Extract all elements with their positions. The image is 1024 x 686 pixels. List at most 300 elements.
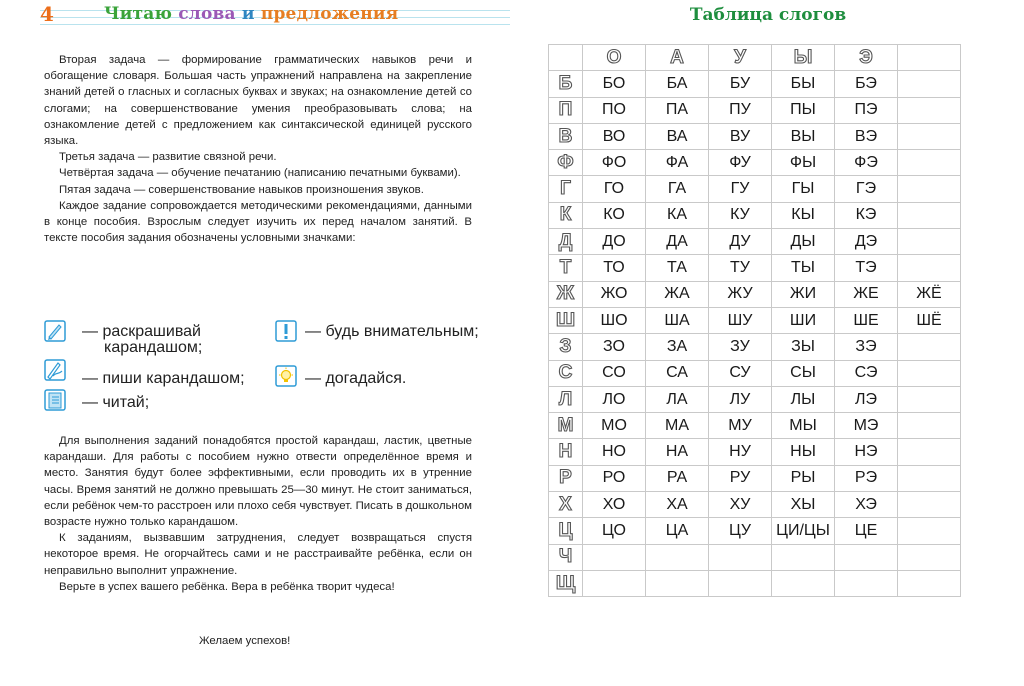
syllable-cell xyxy=(898,150,961,176)
syllable-cell-text: СА xyxy=(666,364,688,382)
table-row xyxy=(549,413,961,439)
syllable-cell-text: ХЫ xyxy=(790,495,816,513)
syllable-cell-text: НЫ xyxy=(790,443,816,461)
syllable-cell-text: ША xyxy=(664,311,690,329)
closing-wish: Желаем успехов! xyxy=(199,635,291,647)
lightbulb-guess-icon xyxy=(275,365,297,387)
syllable-cell-text: ВЭ xyxy=(854,127,878,145)
syllable-cell-text: ЛЭ xyxy=(855,390,877,408)
legend-label: — будь внимательным; xyxy=(305,323,479,340)
vowel-header-cell xyxy=(646,45,709,71)
syllable-cell xyxy=(898,202,961,228)
syllable-cell-text: ЛО xyxy=(602,390,626,408)
syllable-cell xyxy=(898,465,961,491)
syllable-cell xyxy=(583,71,646,97)
header-title xyxy=(104,4,398,24)
syllable-cell-text: БЫ xyxy=(790,74,816,92)
syllable-cell-text: ЗЭ xyxy=(855,337,877,355)
syllable-cell xyxy=(646,544,709,570)
syllable-cell xyxy=(772,255,835,281)
corner-cell xyxy=(549,45,583,71)
syllable-cell xyxy=(709,202,772,228)
syllable-cell-text: ДЭ xyxy=(854,232,878,250)
syllable-cell xyxy=(772,439,835,465)
paragraph: К заданиям, вызвавшим затруднения, следует возвращаться спустя некоторое время. Не огорчайтесь сами и не расстраивайте ребёнка, если он неправильно выполнит упражнение. xyxy=(44,532,472,577)
syllable-cell-text: РЭ xyxy=(854,469,878,487)
book-reading-icon xyxy=(44,389,66,411)
syllable-cell xyxy=(646,307,709,333)
legend-label: — догадайся. xyxy=(305,370,407,387)
header-title-word: слова xyxy=(178,4,236,24)
syllable-cell-text: ЖУ xyxy=(727,285,753,303)
paragraph: Верьте в успех вашего ребёнка. Вера в ребёнка творит чудеса! xyxy=(59,580,395,593)
vowel-header-cell-text: А xyxy=(670,46,684,68)
syllable-cell xyxy=(709,97,772,123)
syllable-cell xyxy=(772,413,835,439)
consonant-cell xyxy=(549,544,583,570)
syllable-cell xyxy=(772,150,835,176)
paragraph: Четвёртая задача — обучение печатанию (написанию печатными буквами). xyxy=(59,167,461,180)
syllable-cell xyxy=(646,202,709,228)
consonant-cell xyxy=(549,439,583,465)
syllable-cell xyxy=(835,518,898,544)
table-row xyxy=(549,281,961,307)
syllable-cell xyxy=(835,413,898,439)
table-row xyxy=(549,544,961,570)
consonant-cell-text: Н xyxy=(558,441,573,463)
main-text-block xyxy=(44,433,472,595)
syllable-cell xyxy=(772,123,835,149)
consonant-cell-text: Ч xyxy=(558,546,573,568)
syllable-cell-text: КУ xyxy=(730,206,750,224)
syllable-cell xyxy=(583,570,646,596)
syllable-cell xyxy=(898,413,961,439)
paragraph: Пятая задача — совершенствование навыков произношения звуков. xyxy=(59,183,424,196)
syllable-cell xyxy=(835,150,898,176)
table-row xyxy=(549,176,961,202)
syllable-cell xyxy=(646,150,709,176)
syllable-cell xyxy=(772,176,835,202)
syllable-cell xyxy=(646,570,709,596)
syllable-cell-text: ШИ xyxy=(789,311,817,329)
syllable-cell-text: РО xyxy=(602,469,626,487)
syllable-cell-text: ЛЫ xyxy=(790,390,816,408)
syllable-cell xyxy=(646,255,709,281)
syllable-cell xyxy=(583,334,646,360)
syllable-cell xyxy=(772,465,835,491)
syllable-cell xyxy=(583,255,646,281)
syllable-cell-text: ЦЕ xyxy=(854,521,878,539)
syllable-cell-text: ГЫ xyxy=(791,180,815,198)
consonant-cell xyxy=(549,413,583,439)
syllable-cell xyxy=(709,518,772,544)
syllable-cell xyxy=(898,570,961,596)
consonant-cell xyxy=(549,229,583,255)
syllable-cell xyxy=(772,202,835,228)
syllable-cell xyxy=(646,281,709,307)
syllable-cell xyxy=(835,307,898,333)
syllable-cell xyxy=(772,492,835,518)
syllable-cell xyxy=(898,544,961,570)
paragraph: Для выполнения заданий понадобятся простой карандаш, ластик, цветные карандаши. Для работы с пособием нужно отвести определённое время и место. Занятия будут более эффективными, если проводить их в утренние часы. Время занятий не должно превышать 25—30 минут. Не стоит заниматься, если ребёнок чем-то расстроен или плохо себя чувствует. Писать в дошкольном возрасте нужно только карандашом. xyxy=(44,435,472,529)
syllable-cell xyxy=(583,307,646,333)
syllable-cell-text: МА xyxy=(665,416,689,434)
syllable-cell xyxy=(835,544,898,570)
consonant-cell xyxy=(549,150,583,176)
right-page xyxy=(512,0,1024,686)
vowel-header-cell xyxy=(835,45,898,71)
table-row xyxy=(549,334,961,360)
syllable-cell-text: СУ xyxy=(729,364,751,382)
table-row xyxy=(549,202,961,228)
syllable-cell xyxy=(835,570,898,596)
syllable-cell-text: ЖО xyxy=(600,285,628,303)
pencil-coloring-icon xyxy=(44,320,66,342)
consonant-cell xyxy=(549,334,583,360)
syllable-cell-text: ГУ xyxy=(730,180,750,198)
syllable-cell-text: ТА xyxy=(667,259,687,277)
syllable-cell xyxy=(898,97,961,123)
syllable-cell xyxy=(772,307,835,333)
vowel-header-cell-text: У xyxy=(734,46,746,68)
syllable-cell xyxy=(898,176,961,202)
vowel-header-cell-text: Ы xyxy=(793,46,813,68)
table-row xyxy=(549,123,961,149)
syllable-cell xyxy=(583,465,646,491)
vowel-header-cell-text: Э xyxy=(859,46,873,68)
syllable-cell xyxy=(583,360,646,386)
consonant-cell xyxy=(549,386,583,412)
vowel-header-cell xyxy=(898,45,961,71)
consonant-cell xyxy=(549,307,583,333)
syllable-cell xyxy=(709,71,772,97)
syllable-cell xyxy=(898,386,961,412)
syllable-cell xyxy=(709,570,772,596)
syllable-cell xyxy=(646,123,709,149)
syllable-cell xyxy=(709,255,772,281)
consonant-cell-text: Г xyxy=(560,178,571,200)
consonant-cell-text: Т xyxy=(559,257,572,279)
syllable-cell xyxy=(709,386,772,412)
syllable-cell xyxy=(835,360,898,386)
syllable-cell xyxy=(709,334,772,360)
syllable-cell-text: ФУ xyxy=(729,153,751,171)
syllable-cell xyxy=(583,413,646,439)
consonant-cell-text: Л xyxy=(558,388,573,410)
consonant-cell-text: З xyxy=(559,335,572,357)
table-row xyxy=(549,71,961,97)
syllable-cell-text: ТО xyxy=(603,259,625,277)
vowel-header-cell xyxy=(772,45,835,71)
syllable-cell-text: ЦА xyxy=(665,521,689,539)
consonant-cell-text: Щ xyxy=(555,572,576,594)
syllable-cell-text: ПУ xyxy=(729,101,751,119)
consonant-cell-text: П xyxy=(558,99,573,121)
syllable-cell xyxy=(835,202,898,228)
consonant-cell-text: Р xyxy=(559,467,572,489)
syllable-cell-text: МО xyxy=(601,416,627,434)
syllable-cell xyxy=(709,176,772,202)
syllable-cell xyxy=(583,176,646,202)
syllable-cell-text: ТУ xyxy=(730,259,750,277)
syllable-cell-text: БА xyxy=(666,74,688,92)
syllable-cell-text: ПЫ xyxy=(790,101,816,119)
syllable-cell-text: КО xyxy=(603,206,625,224)
syllable-cell-text: ЦУ xyxy=(729,521,751,539)
syllable-cell-text: МЭ xyxy=(853,416,879,434)
syllable-cell-text: ПЭ xyxy=(854,101,878,119)
syllable-cell xyxy=(835,97,898,123)
consonant-cell xyxy=(549,570,583,596)
syllable-cell xyxy=(583,492,646,518)
syllable-cell xyxy=(709,413,772,439)
syllable-cell-text: ДУ xyxy=(729,232,751,250)
syllable-cell-text: ЗА xyxy=(666,337,688,355)
legend-label: — читай; xyxy=(82,394,150,411)
syllable-cell-text: ЗЫ xyxy=(791,337,815,355)
syllable-cell-text: КЭ xyxy=(855,206,877,224)
syllable-cell-text: БУ xyxy=(729,74,751,92)
syllable-cell xyxy=(583,150,646,176)
syllable-cell xyxy=(709,492,772,518)
syllable-cell-text: ДО xyxy=(602,232,626,250)
syllable-cell xyxy=(583,202,646,228)
pencil-writing-icon xyxy=(44,359,66,381)
vowel-header-cell xyxy=(709,45,772,71)
consonant-cell-text: Ц xyxy=(558,519,573,541)
consonant-cell xyxy=(549,176,583,202)
syllable-cell-text: ХЭ xyxy=(855,495,877,513)
syllable-cell-text: ЛУ xyxy=(729,390,751,408)
table-row xyxy=(549,465,961,491)
consonant-cell xyxy=(549,71,583,97)
syllable-cell xyxy=(583,439,646,465)
syllable-cell xyxy=(898,255,961,281)
syllable-cell-text: СЫ xyxy=(790,364,816,382)
syllable-cell-text: ФЫ xyxy=(789,153,817,171)
table-row xyxy=(549,255,961,281)
syllable-cell xyxy=(646,334,709,360)
syllable-cell xyxy=(709,229,772,255)
vowel-header-row xyxy=(549,45,961,71)
syllable-cell xyxy=(583,229,646,255)
syllable-cell xyxy=(583,123,646,149)
syllable-cell xyxy=(709,123,772,149)
consonant-cell-text: Х xyxy=(559,493,572,515)
syllable-table-body xyxy=(549,45,961,597)
consonant-cell xyxy=(549,281,583,307)
syllable-cell xyxy=(709,307,772,333)
syllable-cell-text: БЭ xyxy=(855,74,877,92)
syllable-cell-text: ХУ xyxy=(729,495,751,513)
syllable-cell-text: ФЭ xyxy=(854,153,878,171)
syllable-table-title: Таблица слогов xyxy=(689,5,847,25)
syllable-cell-text: РЫ xyxy=(790,469,816,487)
syllable-cell xyxy=(835,71,898,97)
syllable-cell-text: НО xyxy=(602,443,626,461)
syllable-cell xyxy=(709,281,772,307)
consonant-cell-text: Ш xyxy=(555,309,576,331)
syllable-cell-text: РУ xyxy=(729,469,751,487)
exclamation-attention-icon xyxy=(275,320,297,342)
table-row xyxy=(549,360,961,386)
syllable-cell-text: ШУ xyxy=(727,311,753,329)
syllable-cell-text: ХА xyxy=(666,495,688,513)
syllable-cell-text: ЗУ xyxy=(730,337,750,355)
consonant-cell-text: С xyxy=(558,362,573,384)
syllable-cell xyxy=(898,71,961,97)
syllable-cell-text: ГЭ xyxy=(855,180,877,198)
syllable-cell-text: ЖЕ xyxy=(853,285,879,303)
syllable-cell xyxy=(646,176,709,202)
syllable-cell xyxy=(772,570,835,596)
syllable-cell-text: НУ xyxy=(729,443,751,461)
syllable-cell xyxy=(646,97,709,123)
consonant-cell xyxy=(549,518,583,544)
table-row xyxy=(549,492,961,518)
consonant-cell-text: В xyxy=(558,125,573,147)
consonant-cell xyxy=(549,123,583,149)
syllable-cell-text: ВО xyxy=(602,127,626,145)
syllable-cell xyxy=(835,123,898,149)
syllable-cell xyxy=(835,439,898,465)
legend-label: карандашом; xyxy=(104,339,203,356)
syllable-cell-text: КЫ xyxy=(791,206,815,224)
syllable-cell-text: НЭ xyxy=(854,443,878,461)
header-title-word: Читаю xyxy=(104,4,173,24)
syllable-cell xyxy=(772,71,835,97)
syllable-cell-text: ШО xyxy=(600,311,628,329)
vowel-header-cell-text: О xyxy=(606,46,622,68)
syllable-cell xyxy=(709,150,772,176)
syllable-cell-text: ДЫ xyxy=(790,232,816,250)
syllable-cell xyxy=(709,360,772,386)
syllable-cell-text: БО xyxy=(602,74,626,92)
syllable-cell xyxy=(646,413,709,439)
syllable-cell xyxy=(583,544,646,570)
syllable-cell xyxy=(898,281,961,307)
intro-text-block xyxy=(44,52,472,246)
syllable-cell-text: ЖА xyxy=(664,285,690,303)
syllable-cell-text: ХО xyxy=(602,495,626,513)
syllable-cell xyxy=(898,123,961,149)
syllable-cell xyxy=(835,281,898,307)
syllable-cell-text: КА xyxy=(667,206,687,224)
syllable-cell xyxy=(646,386,709,412)
table-row xyxy=(549,570,961,596)
header-title-word: предложения xyxy=(260,4,399,24)
vowel-header-cell xyxy=(583,45,646,71)
paragraph: Третья задача — развитие связной речи. xyxy=(59,151,277,164)
syllable-cell xyxy=(772,518,835,544)
syllable-cell xyxy=(898,518,961,544)
syllable-cell xyxy=(898,439,961,465)
syllable-cell xyxy=(646,229,709,255)
syllable-table xyxy=(548,44,961,597)
syllable-cell-text: РА xyxy=(666,469,688,487)
table-row xyxy=(549,439,961,465)
consonant-cell-text: М xyxy=(557,414,574,436)
syllable-cell-text: ШЁ xyxy=(916,311,942,329)
syllable-cell-text: ФА xyxy=(665,153,689,171)
syllable-cell xyxy=(835,334,898,360)
syllable-cell xyxy=(646,492,709,518)
syllable-cell-text: ЦО xyxy=(602,521,626,539)
table-row xyxy=(549,150,961,176)
header-title-word: и xyxy=(241,4,255,24)
syllable-cell-text: ДА xyxy=(666,232,688,250)
syllable-cell-text: ФО xyxy=(601,153,627,171)
syllable-cell xyxy=(835,386,898,412)
syllable-cell-text: ВЫ xyxy=(790,127,816,145)
syllable-cell xyxy=(646,439,709,465)
consonant-cell xyxy=(549,202,583,228)
table-row xyxy=(549,307,961,333)
syllable-cell-text: ПО xyxy=(602,101,626,119)
syllable-cell-text: ВУ xyxy=(729,127,751,145)
syllable-cell xyxy=(835,255,898,281)
syllable-cell xyxy=(898,492,961,518)
legend-label: — пиши карандашом; xyxy=(82,370,245,387)
syllable-cell xyxy=(772,97,835,123)
paragraph: Каждое задание сопровождается методическими рекомендациями, данными в конце пособия. Взрослым следует изучить их перед началом занятий. В тексте пособия задания обозначены условными значками: xyxy=(44,199,472,245)
syllable-cell xyxy=(646,465,709,491)
syllable-cell xyxy=(772,334,835,360)
syllable-cell-text: ГО xyxy=(603,180,625,198)
table-row xyxy=(549,97,961,123)
syllable-cell-text: МУ xyxy=(728,416,752,434)
table-row xyxy=(549,386,961,412)
syllable-cell xyxy=(583,97,646,123)
legend-label: — раскрашивай xyxy=(82,323,201,340)
syllable-cell xyxy=(583,281,646,307)
syllable-cell xyxy=(898,229,961,255)
syllable-cell-text: ШЕ xyxy=(853,311,879,329)
syllable-cell xyxy=(709,465,772,491)
syllable-cell xyxy=(583,518,646,544)
syllable-cell-text: ЛА xyxy=(666,390,688,408)
syllable-cell-text: ГА xyxy=(667,180,687,198)
syllable-cell xyxy=(646,360,709,386)
consonant-cell xyxy=(549,255,583,281)
syllable-cell xyxy=(583,386,646,412)
consonant-cell-text: Ж xyxy=(556,283,575,305)
syllable-cell xyxy=(772,544,835,570)
consonant-cell xyxy=(549,360,583,386)
syllable-cell xyxy=(709,544,772,570)
syllable-cell xyxy=(772,386,835,412)
paragraph: Вторая задача — формирование грамматических навыков речи и обогащение словаря. Большая часть упражнений направлена на закрепление знаний детей о гласных и согласных буквах и звуках; на ознакомление детей со слогами; на совершенствование умения преобразовывать слова; на ознакомление детей с предложением как синтаксической единицей русского языка. xyxy=(44,54,472,148)
consonant-cell-text: Д xyxy=(558,230,573,252)
consonant-cell xyxy=(549,465,583,491)
syllable-cell xyxy=(835,229,898,255)
consonant-cell-text: Ф xyxy=(557,151,574,173)
syllable-cell xyxy=(898,360,961,386)
syllable-cell-text: ЖЁ xyxy=(916,285,942,303)
syllable-cell xyxy=(898,334,961,360)
syllable-cell-text: ТЭ xyxy=(855,259,877,277)
syllable-cell xyxy=(835,465,898,491)
consonant-cell-text: Б xyxy=(558,72,573,94)
consonant-cell xyxy=(549,97,583,123)
syllable-cell-text: ЖИ xyxy=(789,285,817,303)
page-number: 4 xyxy=(40,2,54,26)
syllable-cell-text: ЦИ/ЦЫ xyxy=(776,521,830,539)
syllable-cell-text: МЫ xyxy=(789,416,817,434)
syllable-cell xyxy=(772,229,835,255)
syllable-cell-text: ТЫ xyxy=(791,259,815,277)
syllable-cell-text: ВА xyxy=(666,127,688,145)
